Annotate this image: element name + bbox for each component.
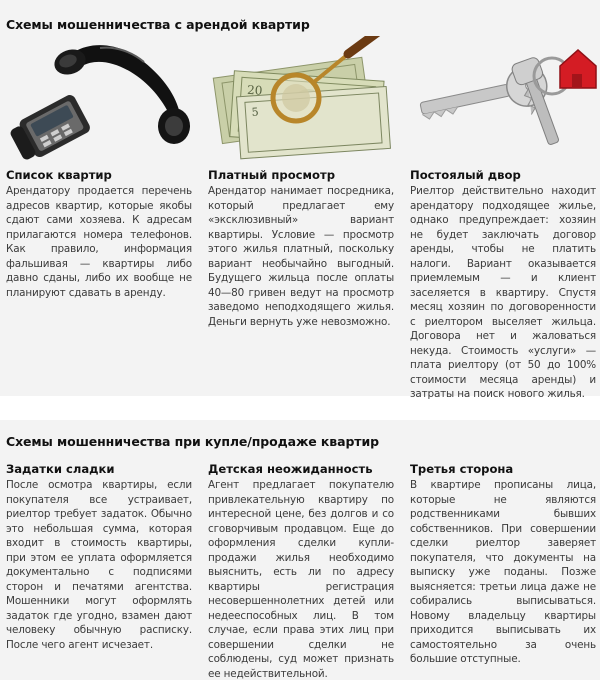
- scheme-title: Третья сторона: [410, 462, 514, 476]
- buy-section-heading: Схемы мошенничества при купле/продаже квартир: [6, 434, 379, 449]
- keys-photo: [410, 36, 600, 160]
- scheme-title: Постоялый двор: [410, 168, 521, 182]
- money-magnifier-photo: [208, 36, 398, 160]
- scheme-description: Риелтор действительно находит арендатору подходящее жилье, однако предупреждает: хозяин не будет заключать договор аренды, чтобы не платить налоги. Вариант оказывается приемлемым — и клиент заселяется в квартиру. Спустя месяц хозяин по договоренности с риелтором выселяет жильца. Договора нет и жаловаться некуда. Стоимость «услуги» — плата риелтору (от 50 до 100% стоимости месяца аренды) и затраты на поиск нового жилья.: [410, 185, 596, 400]
- rent-section-heading: Схемы мошенничества с арендой квартир: [6, 17, 310, 32]
- scheme-description: Агент предлагает покупателю привлекательную квартиру по интересной цене, без долгов и со сговорчивым продавцом. Еще до оформления сделки купли-продажи жилья необходимо выяснить, есть ли по адресу квартиры регистрация несовершеннолетних детей или недееспособных лиц. В том случае, если права этих лиц при совершении сделки не соблюдены, суд может признать ее недействительной.: [208, 479, 394, 680]
- rent-scheme-card: [208, 167, 394, 329]
- svg-text:5: 5: [251, 105, 260, 119]
- scheme-title: Задатки сладки: [6, 462, 115, 476]
- scheme-description: Арендатор нанимает посредника, который предлагает ему «эксклюзивный» вариант квартиры. Условие — просмотр этого жилья платный, поскольку вариант необычайно выгодный. Будущего жильца после оплаты 40—80 гривен ведут на просмотр заведомо неподходящего жилья. Деньги вернуть уже невозможно.: [208, 185, 394, 328]
- scheme-title: Платный просмотр: [208, 168, 335, 182]
- rent-scheme-card: [410, 167, 596, 402]
- buy-scheme-card: [6, 461, 192, 652]
- svg-text:20: 20: [246, 82, 263, 98]
- scheme-title: Детская неожиданность: [208, 462, 373, 476]
- scheme-description: Арендатору продается перечень адресов квартир, которые якобы сдают сами хозяева. К адресам прилагаются номера телефонов. Как правило, информация фальшивая — квартиры либо давно сданы, либо их вообще не планируют сдавать в аренду.: [6, 185, 192, 299]
- scheme-title: Список квартир: [6, 168, 112, 182]
- buy-scheme-card: [208, 461, 394, 681]
- rent-scheme-card: [6, 167, 192, 300]
- scheme-description: После осмотра квартиры, если покупателя все устраивает, риелтор требует задаток. Обычно это небольшая сумма, которая входит в стоимость квартиры, при этом ее уплата оформляется документально с подписями сторон и печатями агентства. Мошенники могут оформлять задаток где угодно, взамен дают человеку обычную расписку. После чего агент исчезает.: [6, 479, 192, 651]
- buy-scheme-card: [410, 461, 596, 667]
- phone-handsets-photo: [4, 36, 194, 160]
- scheme-description: В квартире прописаны лица, которые не являются родственниками бывших собственников. При совершении сделки риелтор заверяет покупателя, что документы на выписку уже поданы. Позже выясняется: третьи лица даже не собирались выписываться. Новому владельцу квартиры приходится выписывать их самостоятельно за очень большие отступные.: [410, 479, 596, 665]
